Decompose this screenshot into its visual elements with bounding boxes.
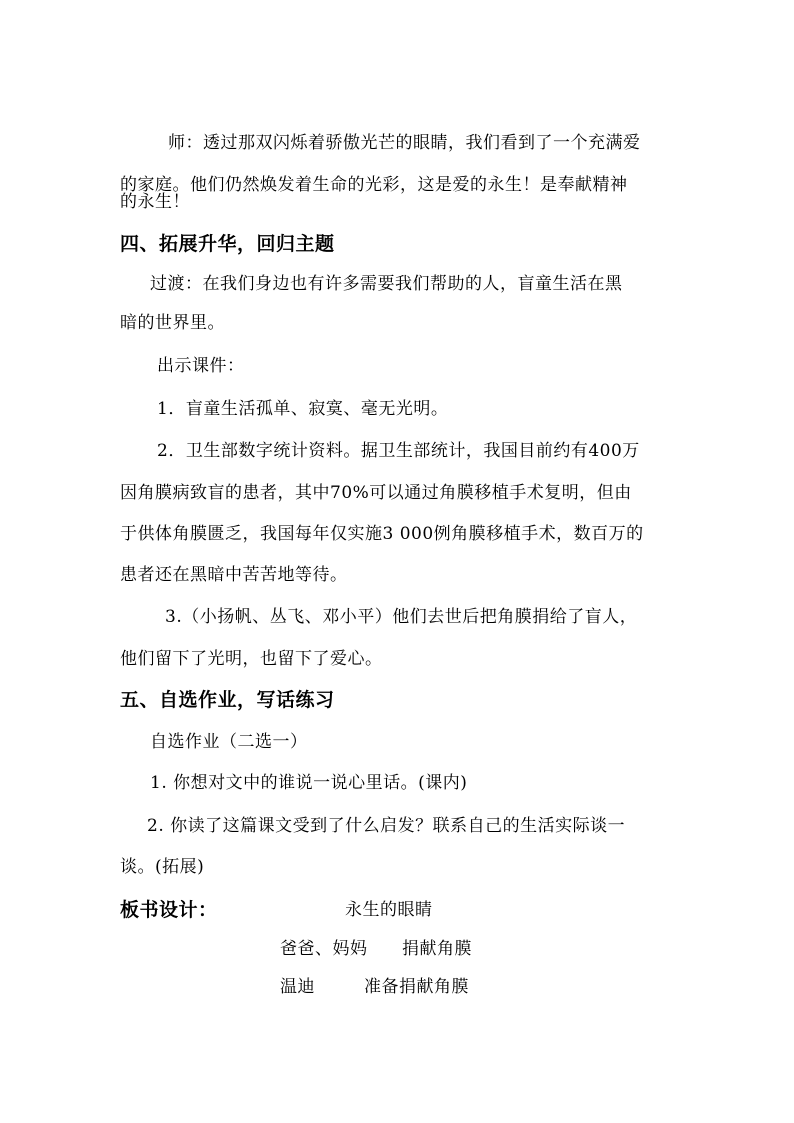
teacher-paragraph-line-1: 师：透过那双闪烁着骄傲光芒的眼睛，我们看到了一个充满爱 xyxy=(168,133,641,153)
homework-intro: 自选作业（二选一） xyxy=(150,732,308,752)
transition-line-1: 过渡：在我们身边也有许多需要我们帮助的人，盲童生活在黑 xyxy=(150,274,623,294)
board-design-row-2-left: 温迪 xyxy=(280,977,315,997)
section-4-heading: 四、拓展升华，回归主题 xyxy=(120,233,335,255)
courseware-item-2-line-2: 因角膜病致盲的患者，其中70%可以通过角膜移植手术复明，但由 xyxy=(120,483,632,503)
courseware-item-2-line-4: 患者还在黑暗中苦苦地等待。 xyxy=(120,565,348,585)
courseware-item-3-line-1: 3.（小扬帆、丛飞、邓小平）他们去世后把角膜捐给了盲人， xyxy=(165,607,638,627)
board-design-row-2-right: 准备捐献角膜 xyxy=(364,977,469,997)
board-design-title: 永生的眼睛 xyxy=(345,900,433,920)
board-design-row-1-left: 爸爸、妈妈 xyxy=(280,939,368,959)
section-5-heading: 五、自选作业，写话练习 xyxy=(120,689,335,711)
courseware-label: 出示课件： xyxy=(157,356,245,376)
board-design-row-1-right: 捐献角膜 xyxy=(402,939,472,959)
teacher-paragraph-line-2: 的家庭。他们仍然焕发着生命的光彩，这是爱的永生！是奉献精神 xyxy=(120,175,628,195)
homework-item-2-line-1: 2. 你读了这篇课文受到了什么启发？联系自己的生活实际谈一 xyxy=(147,816,626,836)
courseware-item-3-line-2: 他们留下了光明，也留下了爱心。 xyxy=(120,649,383,669)
board-design-label: 板书设计： xyxy=(120,899,218,921)
courseware-item-2-line-3: 于供体角膜匮乏，我国每年仅实施3 000例角膜移植手术，数百万的 xyxy=(120,524,644,544)
courseware-item-1: 1．盲童生活孤单、寂寞、毫无光明。 xyxy=(157,399,449,419)
courseware-item-2-line-1: 2．卫生部数字统计资料。据卫生部统计，我国目前约有400万 xyxy=(157,441,640,461)
transition-line-2: 暗的世界里。 xyxy=(120,313,225,333)
homework-item-2-line-2: 谈。(拓展) xyxy=(120,857,205,877)
homework-item-1: 1. 你想对文中的谁说一说心里话。(课内) xyxy=(150,773,468,793)
teacher-paragraph-line-3: 的永生！ xyxy=(120,192,190,212)
